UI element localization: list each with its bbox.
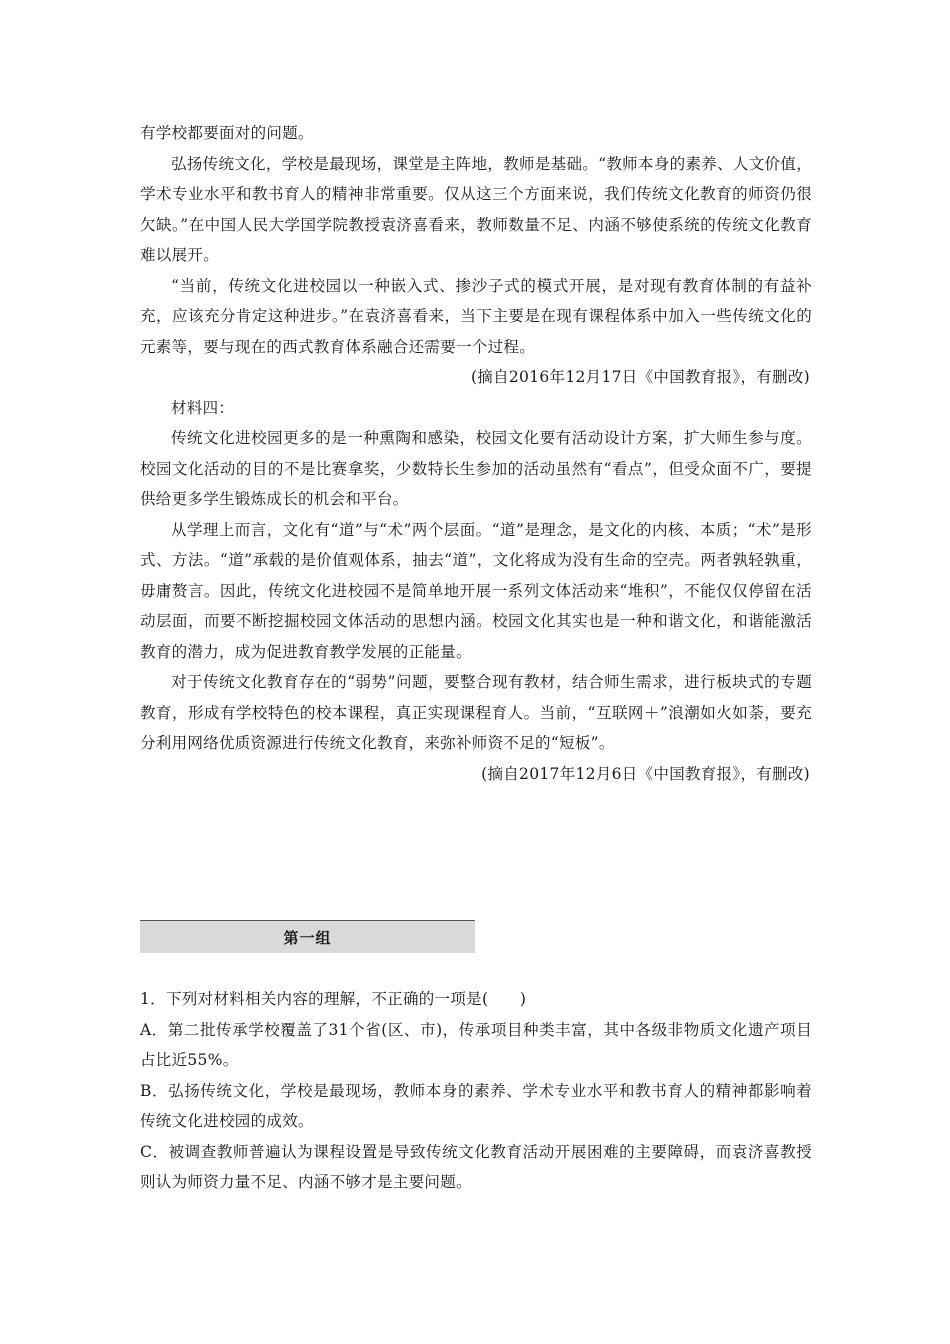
passage-paragraph-0: 有学校都要面对的问题。 [140,124,314,142]
question-1-option-a: A．第二批传承学校覆盖了31个省(区、市)，传承项目种类丰富，其中各级非物质文化遗产项目占比近55%。 [140,1020,812,1069]
passage-body [140,118,812,789]
question-list [140,984,812,1198]
question-1-option-b: B．弘扬传统文化，学校是最现场，教师本身的素养、学术专业水平和教书育人的精神都影响着传统文化进校园的成效。 [140,1081,812,1130]
material-four-label: 材料四： [171,398,235,417]
section-title: 第一组 [283,928,332,947]
passage-paragraph-4: 从学理上而言，文化有“道”与“术”两个层面。“道”是理念，是文化的内核、本质；“术”是形式、方法。“道”承载的是价值观体系，抽去“道”，文化将成为没有生命的空壳。两者孰轻孰重，毋庸赘言。因此，传统文化进校园不是简单地开展一系列文体活动来“堆积”，不能仅仅停留在活动层面，而要不断挖掘校园文体活动的思想内涵。校园文化其实也是一种和谐文化，和谐能激活教育的潜力，成为促进教育教学发展的正能量。 [140,520,812,661]
source-citation-1: (摘自2016年12月17日《中国教育报》，有删改) [470,368,810,386]
passage-paragraph-1: 弘扬传统文化，学校是最现场，课堂是主阵地，教师是基础。“教师本身的素养、人文价值，学术专业水平和教书育人的精神非常重要。仅从这三个方面来说，我们传统文化教育的师资仍很欠缺。”在中国人民大学国学院教授袁济喜看来，教师数量不足、内涵不够使系统的传统文化教育难以展开。 [140,154,812,264]
passage-paragraph-5: 对于传统文化教育存在的“弱势”问题，要整合现有教材，结合师生需求，进行板块式的专题教育，形成有学校特色的校本课程，真正实现课程育人。当前，“互联网＋”浪潮如火如荼，要充分利用网络优质资源进行传统文化教育，来弥补师资不足的“短板”。 [140,673,812,752]
passage-paragraph-2: “当前，传统文化进校园以一种嵌入式、掺沙子式的模式开展，是对现有教育体制的有益补充，应该充分肯定这种进步。”在袁济喜看来，当下主要是在现有课程体系中加入一些传统文化的元素等，要与现在的西式教育体系融合还需要一个过程。 [140,276,812,356]
passage-paragraph-3: 传统文化进校园更多的是一种熏陶和感染，校园文化要有活动设计方案，扩大师生参与度。校园文化活动的目的不是比赛拿奖，少数特长生参加的活动虽然有“看点”，但受众面不广，要提供给更多学生锻炼成长的机会和平台。 [140,429,812,508]
source-citation-2: (摘自2017年12月6日《中国教育报》，有删改) [481,764,810,783]
question-1-option-c: C．被调查教师普遍认为课程设置是导致传统文化教育活动开展困难的主要障碍，而袁济喜教授则认为师资力量不足、内涵不够才是主要问题。 [140,1142,812,1191]
question-1-stem: 1．下列对材料相关内容的理解，不正确的一项是( ) [140,990,527,1008]
section-header-bar [140,920,475,953]
